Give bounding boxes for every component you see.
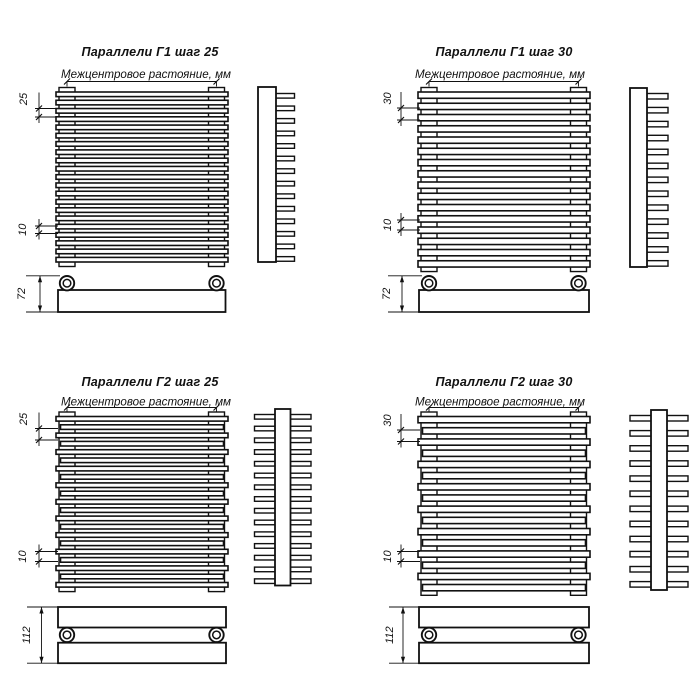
center-distance-caption: Межцентровое растояние, мм [61,395,231,409]
quadrant-g2-step-25 [17,375,311,663]
center-distance-caption: Межцентровое растояние, мм [61,68,231,81]
gap-dimension: 10 [17,223,29,236]
step-dimension: 30 [382,414,394,427]
gap-dimension: 10 [382,550,394,563]
gap-dimension: 10 [17,550,29,563]
center-distance-caption: Межцентровое растояние, мм [415,395,585,409]
quadrant-title: Параллели Г1 шаг 25 [81,45,219,59]
height-dimension: 112 [21,626,33,644]
step-dimension: 25 [18,412,30,426]
quadrant-g1-step-30 [381,45,668,312]
height-dimension: 72 [16,287,28,301]
step-dimension: 25 [18,92,30,106]
quadrant-title: Параллели Г2 шаг 30 [435,375,573,389]
height-dimension: 112 [384,626,396,644]
height-dimension: 72 [381,287,393,301]
gap-dimension: 10 [382,218,394,232]
quadrant-title: Параллели Г1 шаг 30 [435,45,573,59]
quadrant-title: Параллели Г2 шаг 25 [81,375,219,389]
quadrant-g1-step-25 [16,45,295,312]
step-dimension: 30 [382,92,394,105]
quadrant-g2-step-30 [382,375,688,663]
center-distance-caption: Межцентровое растояние, мм [415,68,585,81]
